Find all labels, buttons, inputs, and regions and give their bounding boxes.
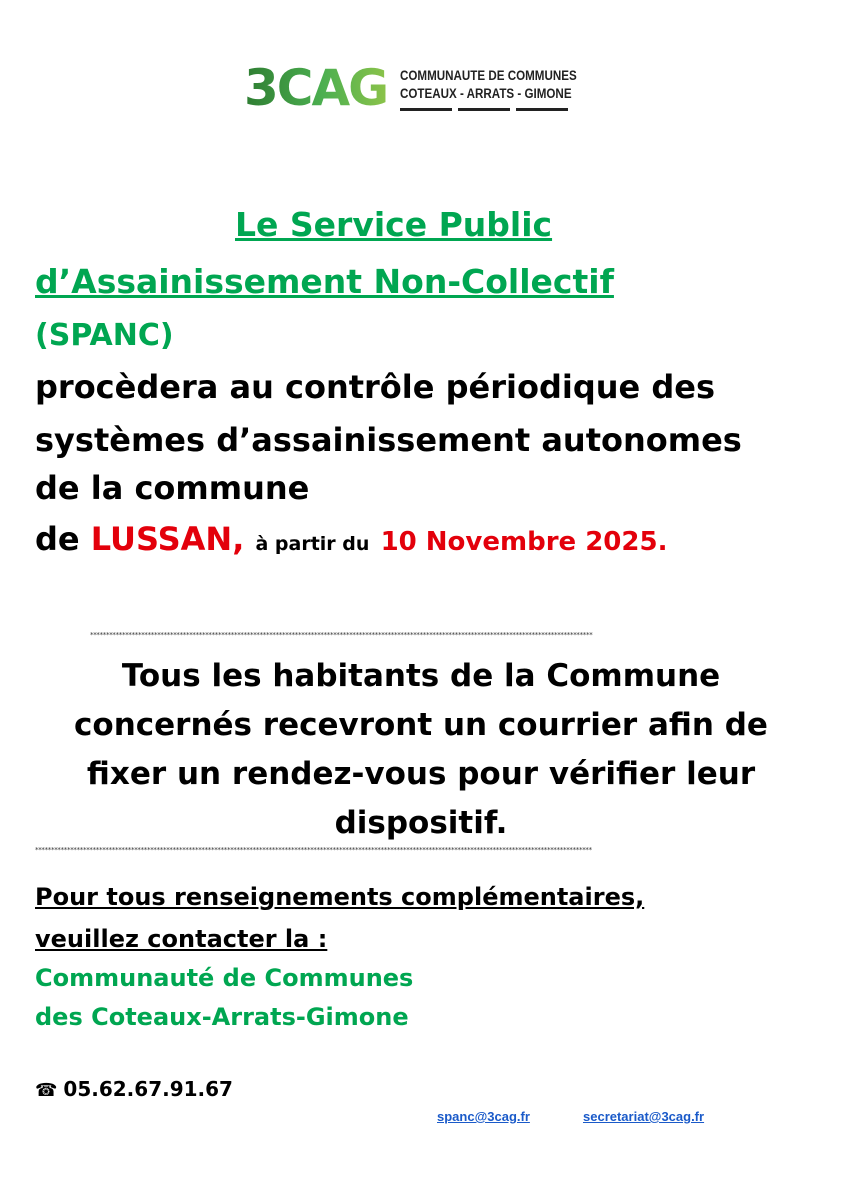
body-line3: de la commune [35,469,310,507]
org-name-line1: Communauté de Communes [35,964,414,992]
separator-top: ************************************************************************************************************************************************************* [90,631,593,639]
body-line4-prefix: de [35,520,91,558]
body-line1: procèdera au contrôle périodique des [35,368,715,406]
commune-name: LUSSAN, [90,520,245,558]
logo-mark: 3CAG [244,59,388,117]
notice-line2: concernés recevront un courrier afin de [74,707,768,743]
logo-dashes [400,108,568,111]
notice-line1: Tous les habitants de la Commune [121,658,721,694]
start-date: 10 Novembre 2025. [380,527,668,557]
phone-number[interactable]: 05.62.67.91.67 [63,1077,233,1101]
body-line2: systèmes d’assainissement autonomes [35,421,742,459]
notice-line4: dispositif. [334,805,508,841]
title-line1: Le Service Public [235,205,553,244]
email-link-secretariat[interactable]: secretariat@3cag.fr [583,1109,705,1124]
title-acronym: (SPANC) [35,318,174,353]
from-text: à partir du [255,533,370,555]
org-name-line2: des Coteaux-Arrats-Gimone [35,1003,409,1031]
phone-line [35,1077,233,1101]
logo-text-line2: COTEAUX - ARRATS - GIMONE [400,86,572,101]
logo-text-line1: COMMUNAUTE DE COMMUNES [400,68,577,83]
title-line2: d’Assainissement Non-Collectif [35,262,614,301]
contact-heading-line2: veuillez contacter la : [35,925,328,953]
contact-heading-line1: Pour tous renseignements complémentaires, [35,883,645,911]
notice-line3: fixer un rendez-vous pour vérifier leur [86,756,756,792]
phone-icon: ☎ [35,1080,58,1101]
body-line4 [35,520,667,558]
notice-block [0,652,842,848]
separator-bottom: ****************************************************************************************************************************************************************************** [35,846,592,854]
logo [244,59,584,122]
email-link-spanc[interactable]: spanc@3cag.fr [437,1109,530,1124]
